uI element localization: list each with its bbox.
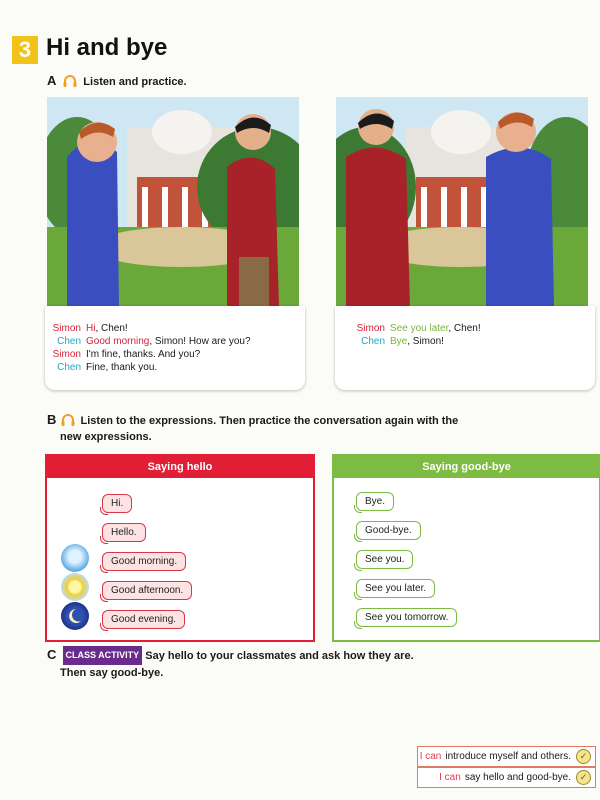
section-b-heading — [47, 412, 487, 445]
ican-prefix: I can — [439, 772, 461, 783]
expression-see-you-later: See you later. — [356, 579, 435, 598]
ican-statement-1 — [417, 746, 596, 767]
section-a-instruction: Listen and practice. — [83, 76, 187, 88]
section-b-instruction-line2: new expressions. — [60, 431, 152, 443]
expression-good-evening: Good evening. — [102, 610, 185, 629]
checkmark-icon[interactable]: ✓ — [576, 770, 591, 785]
checkmark-icon[interactable]: ✓ — [576, 749, 591, 764]
expression-see-you-tomorrow: See you tomorrow. — [356, 608, 457, 627]
evening-moon-icon — [61, 602, 89, 630]
saying-hello-header: Saying hello — [47, 456, 313, 478]
speaker-name: Simon — [356, 323, 385, 334]
speaker-name: Simon — [52, 349, 81, 360]
ican-statement-2 — [417, 767, 596, 788]
dialog-line: Simon Hi, Chen! — [47, 323, 128, 334]
section-letter: C — [47, 647, 57, 662]
dialog-line — [47, 362, 157, 373]
expression-good-afternoon: Good afternoon. — [102, 581, 192, 600]
expression-hello: Hello. — [102, 523, 146, 542]
section-letter: B — [47, 412, 57, 427]
expression-see-you: See you. — [356, 550, 413, 569]
page-title: Hi and bye — [46, 34, 168, 61]
section-c-instruction-line2: Then say good-bye. — [60, 667, 164, 679]
dialog-line: Chen Bye, Simon! — [335, 336, 444, 347]
speaker-name: Chen — [57, 362, 81, 373]
section-letter: A — [47, 73, 57, 88]
section-a-heading — [47, 72, 187, 90]
saying-goodbye-box — [332, 454, 600, 642]
expression-good-morning: Good morning. — [102, 552, 186, 571]
dialog-box-goodbye — [335, 306, 595, 390]
ican-prefix: I can — [419, 751, 442, 762]
speaker-name: Chen — [361, 336, 385, 347]
speaker-name: Chen — [57, 336, 81, 347]
class-activity-tag: CLASS ACTIVITY — [63, 646, 143, 665]
speaker-name: Simon — [52, 323, 81, 334]
section-b-instruction-line1: Listen to the expressions. Then practice the conversation again with the — [80, 415, 459, 427]
ican-text: say hello and good-bye. — [464, 772, 571, 783]
headphones-icon — [61, 414, 75, 426]
expression-good-bye: Good-bye. — [356, 521, 421, 540]
morning-sun-icon — [61, 544, 89, 572]
expression-bye: Bye. — [356, 492, 394, 511]
dialog-line: Chen Good morning, Simon! How are you? — [47, 336, 251, 347]
photo-simon-chen-greeting — [47, 97, 299, 307]
section-c-heading — [47, 646, 447, 682]
photo-simon-chen-goodbye — [336, 97, 588, 307]
ican-text: introduce myself and others. — [445, 751, 571, 762]
saying-hello-box — [45, 454, 315, 642]
headphones-icon — [63, 75, 77, 87]
dialog-line — [47, 349, 200, 360]
saying-goodbye-header: Saying good-bye — [334, 456, 599, 478]
unit-number-badge: 3 — [12, 36, 38, 64]
expression-hi: Hi. — [102, 494, 132, 513]
section-c-instruction-line1: Say hello to your classmates and ask how they are. — [145, 650, 414, 662]
dialog-text: Fine, thank you. — [86, 362, 158, 373]
dialog-line: Simon See you later, Chen! — [335, 323, 481, 334]
dialog-text: I'm fine, thanks. And you? — [86, 349, 201, 360]
afternoon-sun-icon — [61, 573, 89, 601]
dialog-box-greeting — [45, 306, 305, 390]
